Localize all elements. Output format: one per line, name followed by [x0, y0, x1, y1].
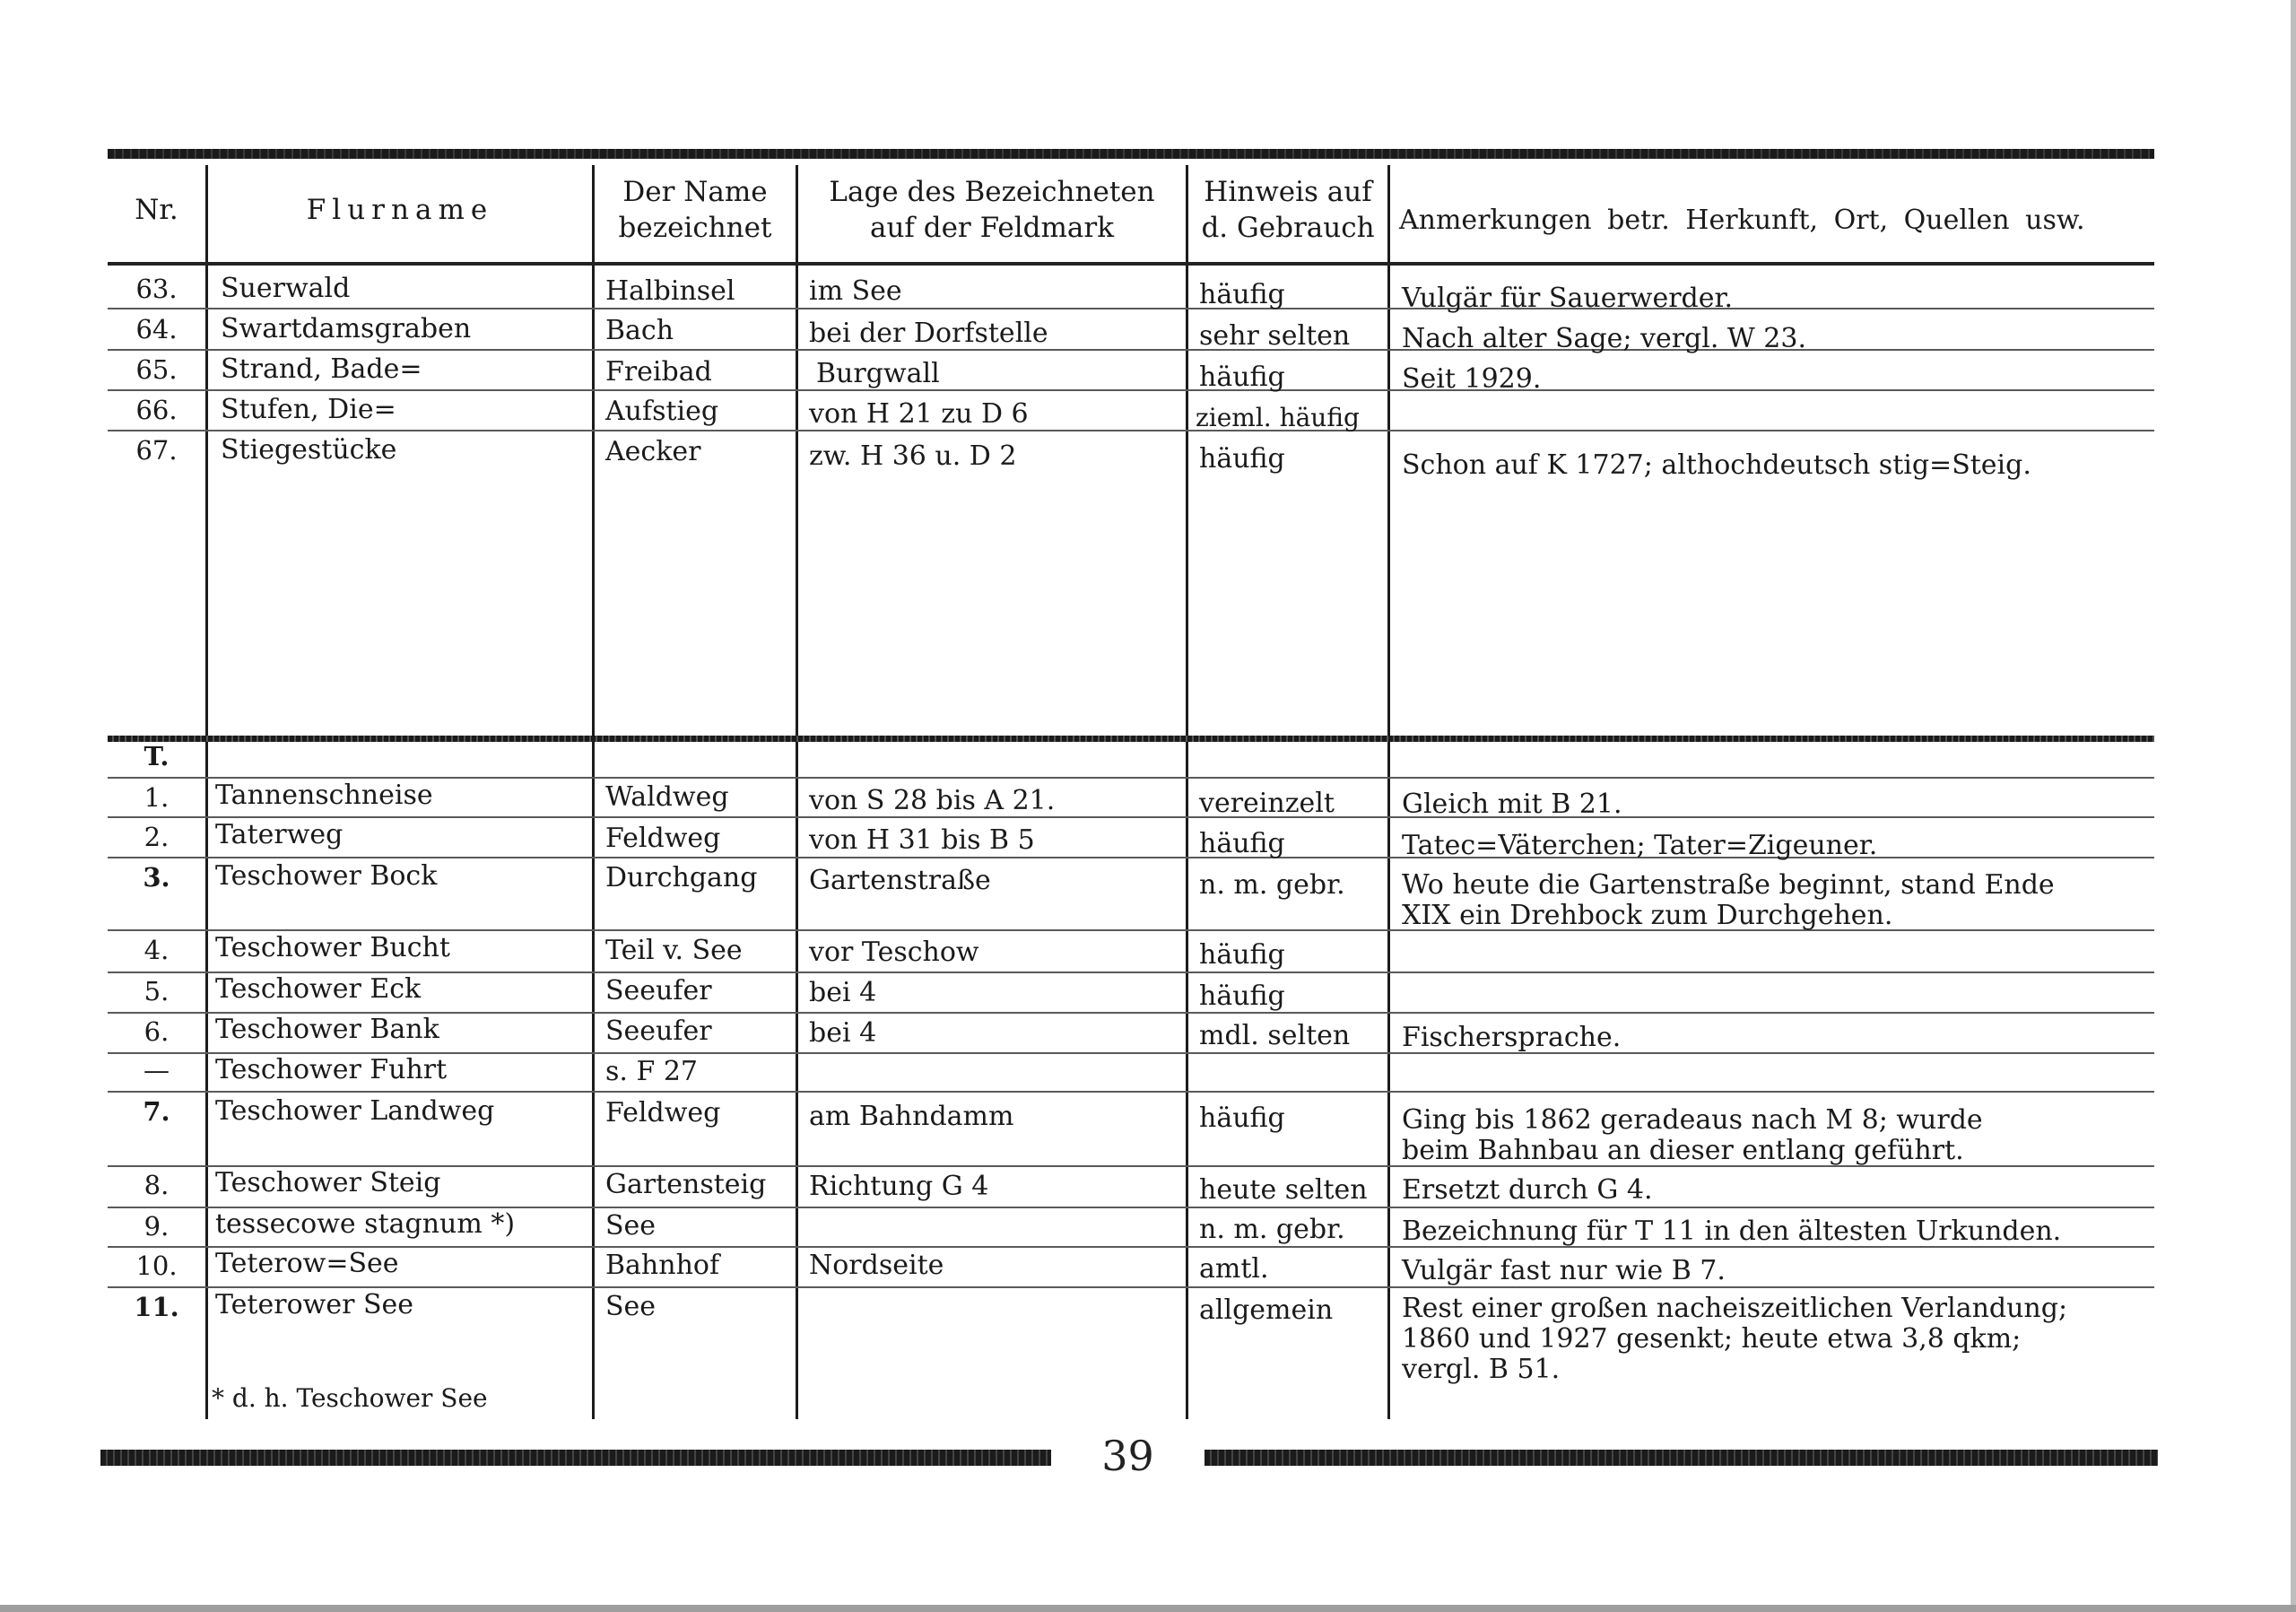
row-lage: vor Teschow — [809, 937, 979, 968]
row-anmerkung: Seit 1929. — [1402, 363, 1542, 395]
row-nr: 9. — [144, 1211, 170, 1242]
header-hinweis-line: d. Gebrauch — [1201, 212, 1375, 244]
header-anmerkungen: Anmerkungen betr. Herkunft, Ort, Quellen usw. — [1399, 205, 2085, 236]
row-anmerkung: Gleich mit B 21. — [1402, 789, 1622, 820]
row-gebrauch: häufig — [1199, 980, 1285, 1012]
row-nr: — — [144, 1055, 170, 1085]
row-rule — [108, 777, 2154, 779]
row-gebrauch: häufig — [1199, 279, 1285, 310]
row-nr: 5. — [144, 976, 170, 1006]
row-rule — [108, 1091, 2154, 1093]
row-lage: von S 28 bis A 21. — [809, 785, 1056, 816]
row-bezeichnet: Seeufer — [605, 975, 712, 1006]
row-lage: von H 31 bis B 5 — [809, 824, 1035, 856]
row-gebrauch: n. m. gebr. — [1199, 1214, 1345, 1245]
anmerkung-line: vergl. B 51. — [1402, 1354, 1561, 1385]
row-flurname: Tannenschneise — [215, 780, 433, 811]
row-anmerkung — [1402, 870, 2155, 931]
row-flurname: Teterow=See — [215, 1248, 399, 1279]
row-nr: 8. — [144, 1170, 170, 1200]
row-nr: 67. — [135, 435, 178, 466]
row-flurname: Stiegestücke — [221, 434, 397, 466]
row-flurname: Strand, Bade= — [221, 353, 422, 385]
row-anmerkung: Bezeichnung für T 11 in den ältesten Urkunden. — [1402, 1216, 2062, 1247]
row-anmerkung: Schon auf K 1727; althochdeutsch stig=Steig. — [1402, 449, 2031, 481]
footnote: * d. h. Teschower See — [212, 1383, 488, 1413]
header-lage-line: Lage des Bezeichneten — [829, 176, 1155, 208]
row-gebrauch: häufig — [1199, 362, 1285, 393]
row-flurname: Teschower Bank — [215, 1014, 439, 1045]
anmerkung-line: 1860 und 1927 gesenkt; heute etwa 3,8 qkm; — [1402, 1323, 2022, 1355]
row-nr: 66. — [135, 395, 178, 425]
header-bezeichnet-line: Der Name — [622, 176, 768, 208]
row-anmerkung: Ersetzt durch G 4. — [1402, 1174, 1653, 1206]
row-rule — [108, 349, 2154, 351]
row-gebrauch: heute selten — [1199, 1174, 1368, 1206]
header-lage — [798, 174, 1186, 246]
row-lage: bei 4 — [809, 1017, 877, 1049]
row-gebrauch: häufig — [1199, 828, 1285, 859]
row-flurname: Teschower Bock — [215, 860, 438, 892]
row-rule — [108, 308, 2154, 309]
row-anmerkung: Vulgär für Sauerwerder. — [1402, 283, 1734, 314]
row-lage: Nordseite — [809, 1250, 944, 1281]
row-lage: Richtung G 4 — [809, 1171, 989, 1202]
row-flurname: Teschower Landweg — [215, 1095, 495, 1127]
row-bezeichnet: Aufstieg — [605, 396, 719, 427]
row-nr: 64. — [135, 314, 178, 344]
row-bezeichnet: See — [605, 1291, 657, 1322]
row-lage: am Bahndamm — [809, 1101, 1014, 1132]
row-bezeichnet: Feldweg — [605, 1097, 721, 1128]
row-gebrauch: häufig — [1199, 939, 1285, 971]
anmerkung-line: beim Bahnbau an dieser entlang geführt. — [1402, 1135, 1964, 1166]
header-bezeichnet-line: bezeichnet — [618, 212, 772, 244]
row-nr: 63. — [135, 274, 178, 304]
row-gebrauch: vereinzelt — [1199, 788, 1335, 819]
header-hinweis-line: Hinweis auf — [1204, 176, 1372, 208]
anmerkung-line: Ging bis 1862 geradeaus nach M 8; wurde — [1402, 1104, 1983, 1136]
row-bezeichnet: Halbinsel — [605, 275, 735, 307]
bottom-rule — [1205, 1450, 2158, 1466]
row-bezeichnet: Bahnhof — [605, 1250, 720, 1281]
row-lage: bei der Dorfstelle — [809, 318, 1048, 349]
row-nr: 6. — [144, 1016, 170, 1047]
row-flurname: Suerwald — [221, 273, 351, 304]
row-bezeichnet: s. F 27 — [605, 1056, 698, 1087]
row-lage: von H 21 zu D 6 — [809, 398, 1029, 430]
row-nr: 4. — [144, 935, 170, 965]
row-bezeichnet: Teil v. See — [605, 935, 743, 966]
row-bezeichnet: Durchgang — [605, 862, 758, 893]
row-anmerkung: Fischersprache. — [1402, 1022, 1622, 1053]
row-bezeichnet: Waldweg — [605, 781, 729, 813]
bottom-rule — [100, 1450, 1051, 1466]
section-letter: T. — [144, 741, 170, 771]
anmerkung-line: Rest einer großen nacheiszeitlichen Verlandung; — [1402, 1293, 2068, 1324]
row-anmerkung — [1402, 1294, 2155, 1385]
row-bezeichnet: See — [605, 1210, 657, 1242]
row-bezeichnet: Aecker — [605, 436, 701, 467]
row-anmerkung: Vulgär fast nur wie B 7. — [1402, 1255, 1726, 1286]
row-anmerkung — [1402, 1105, 2155, 1166]
row-lage: im See — [809, 275, 902, 307]
row-anmerkung: Tatec=Väterchen; Tater=Zigeuner. — [1402, 830, 1878, 861]
row-flurname: Teschower Steig — [215, 1167, 441, 1198]
row-nr: 11. — [134, 1292, 179, 1322]
row-gebrauch: häufig — [1199, 443, 1285, 475]
page-edge — [2291, 0, 2296, 1612]
anmerkung-line: Wo heute die Gartenstraße beginnt, stand Ende — [1402, 869, 2055, 901]
top-rule — [108, 149, 2154, 159]
row-gebrauch: allgemein — [1199, 1294, 1334, 1326]
row-rule — [108, 389, 2154, 391]
column-divider — [1387, 165, 1390, 1419]
row-nr: 1. — [144, 782, 170, 813]
row-gebrauch: amtl. — [1199, 1253, 1269, 1285]
row-gebrauch: sehr selten — [1199, 320, 1351, 352]
row-rule — [108, 816, 2154, 818]
row-flurname: Teterower See — [215, 1289, 414, 1320]
header-flurname: Flurname — [306, 194, 494, 226]
header-hinweis — [1188, 174, 1387, 246]
row-gebrauch: n. m. gebr. — [1199, 869, 1345, 901]
column-divider — [592, 165, 595, 1419]
column-divider — [1186, 165, 1188, 1419]
row-nr: 10. — [135, 1250, 178, 1281]
row-gebrauch: mdl. selten — [1199, 1020, 1351, 1051]
anmerkung-line: XIX ein Drehbock zum Durchgehen. — [1402, 900, 1893, 931]
row-nr: 2. — [144, 822, 170, 852]
row-bezeichnet: Bach — [605, 315, 674, 346]
row-flurname: Stufen, Die= — [221, 394, 396, 425]
header-bezeichnet — [595, 174, 796, 246]
header-rule — [108, 262, 2154, 266]
row-flurname: Teschower Bucht — [215, 932, 450, 963]
row-flurname: tessecowe stagnum *) — [215, 1208, 516, 1240]
section-rule — [108, 736, 2154, 742]
row-nr: 7. — [143, 1096, 170, 1127]
row-bezeichnet: Seeufer — [605, 1015, 712, 1047]
page-number: 39 — [1101, 1432, 1154, 1480]
row-gebrauch: zieml. häufig — [1196, 403, 1360, 432]
row-nr: 65. — [135, 354, 178, 385]
row-nr: 3. — [143, 862, 170, 893]
row-flurname: Teschower Eck — [215, 973, 422, 1005]
row-flurname: Swartdamsgraben — [221, 313, 472, 344]
row-bezeichnet: Freibad — [605, 356, 712, 388]
header-lage-line: auf der Feldmark — [869, 212, 1115, 244]
row-bezeichnet: Gartensteig — [605, 1169, 767, 1200]
row-rule — [108, 1286, 2154, 1288]
row-lage: Gartenstraße — [809, 865, 991, 896]
row-lage: zw. H 36 u. D 2 — [809, 440, 1017, 472]
row-bezeichnet: Feldweg — [605, 823, 721, 854]
row-anmerkung: Nach alter Sage; vergl. W 23. — [1402, 323, 1806, 354]
row-lage: Burgwall — [816, 358, 940, 389]
row-gebrauch: häufig — [1199, 1102, 1285, 1134]
column-divider — [796, 165, 798, 1419]
page-edge — [0, 1605, 2296, 1612]
row-rule — [108, 430, 2154, 431]
row-flurname: Teschower Fuhrt — [215, 1054, 448, 1085]
column-divider — [205, 165, 208, 1419]
header-nr: Nr. — [135, 194, 178, 226]
row-lage: bei 4 — [809, 977, 877, 1008]
row-flurname: Taterweg — [215, 819, 344, 850]
